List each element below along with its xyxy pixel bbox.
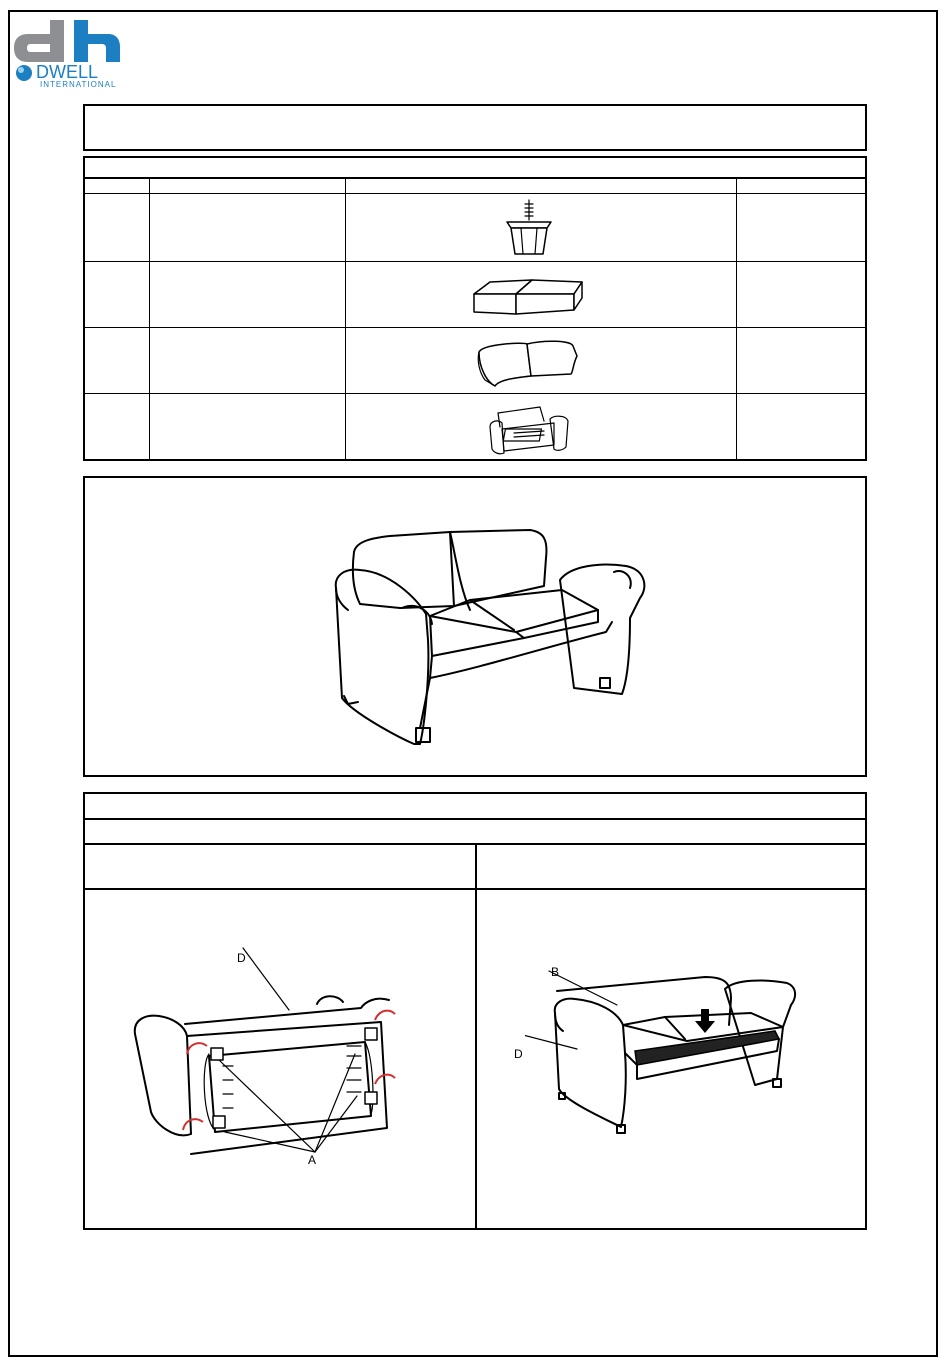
- assembled-view-box: [83, 476, 867, 777]
- title-box: [83, 104, 867, 151]
- step-place-cushions-illustration: [525, 969, 805, 1139]
- steps-column-divider: [475, 844, 477, 1228]
- part-label-b: B: [551, 965, 560, 979]
- sofa-frame-illustration: [488, 403, 572, 459]
- parts-table: [83, 156, 867, 461]
- sofa-leg-illustration: [501, 198, 557, 260]
- table-column-rule: [345, 178, 346, 459]
- table-row-rule: [85, 393, 865, 394]
- table-column-header-rule: [85, 193, 865, 194]
- back-cushion-illustration: [473, 338, 585, 390]
- table-header-rule: [85, 177, 865, 179]
- assembly-steps-box: [83, 792, 867, 1230]
- brand-name: DWELL: [36, 62, 99, 82]
- brand-tagline: INTERNATIONAL: [40, 80, 117, 89]
- part-label-d: D: [237, 951, 246, 965]
- step-attach-legs-illustration: [125, 944, 425, 1174]
- part-label-a: A: [308, 1153, 317, 1167]
- table-column-rule: [149, 178, 150, 459]
- brand-logo: [12, 20, 124, 89]
- part-label-d-right: D: [514, 1047, 523, 1061]
- table-column-rule: [736, 178, 737, 459]
- assembled-sofa-illustration: [330, 528, 650, 753]
- table-row-rule: [85, 261, 865, 262]
- table-row-rule: [85, 327, 865, 328]
- seat-cushion-illustration: [470, 276, 588, 320]
- steps-header-rule: [85, 818, 865, 820]
